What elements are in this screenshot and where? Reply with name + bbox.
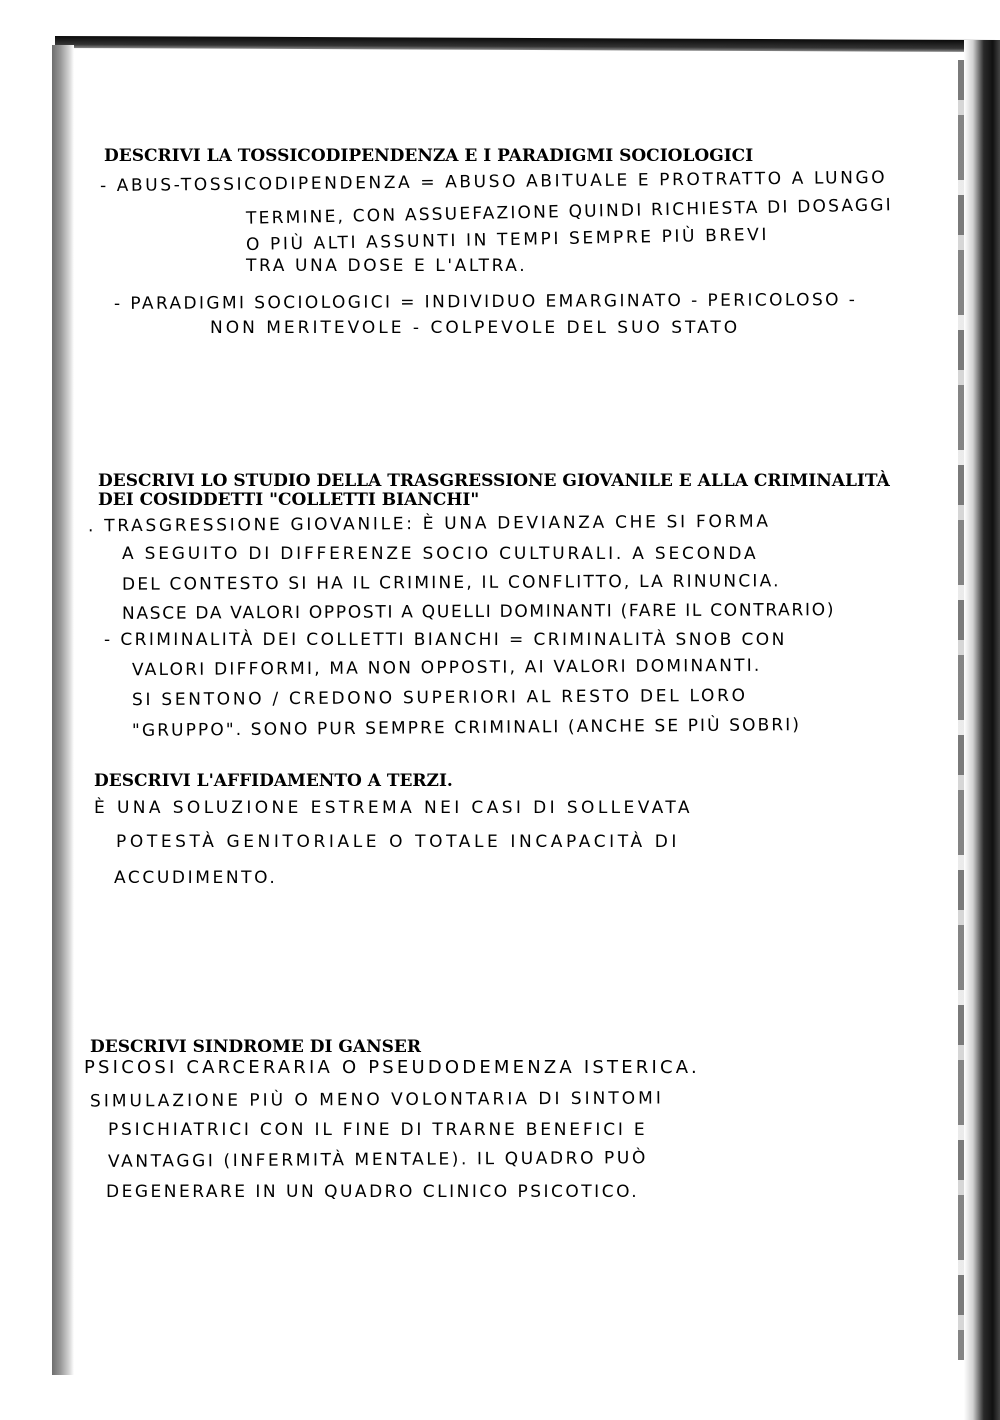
handwritten-line: NASCE DA VALORI OPPOSTI A QUELLI DOMINANTI (FARE IL CONTRARIO): [121, 600, 836, 624]
handwritten-line: NON MERITEVOLE - COLPEVOLE DEL SUO STATO: [210, 318, 741, 338]
handwritten-line: PSICOSI CARCERARIA O PSEUDODEMENZA ISTERICA.: [84, 1057, 700, 1078]
handwritten-line: PSICHIATRICI CON IL FINE DI TRARNE BENEFICI E: [108, 1120, 648, 1140]
handwritten-line: È UNA SOLUZIONE ESTREMA NEI CASI DI SOLLEVATA: [94, 798, 693, 818]
section-heading: DESCRIVI LA TOSSICODIPENDENZA E I PARADIGMI SOCIOLOGICI: [104, 146, 754, 166]
handwritten-line: . TRASGRESSIONE GIOVANILE: È UNA DEVIANZA CHE SI FORMA: [87, 511, 771, 537]
section-heading-line-2: DEI COSIDDETTI "COLLETTI BIANCHI": [98, 490, 480, 510]
handwritten-line: VALORI DIFFORMI, MA NON OPPOSTI, AI VALORI DOMINANTI.: [131, 655, 762, 681]
handwritten-line: - PARADIGMI SOCIOLOGICI = INDIVIDUO EMARGINATO - PERICOLOSO -: [113, 290, 858, 314]
handwritten-line: - ABUS-TOSSICODIPENDENZA = ABUSO ABITUALE E PROTRATTO A LUNGO: [99, 167, 888, 197]
handwritten-line: POTESTÀ GENITORIALE O TOTALE INCAPACITÀ DI: [116, 832, 680, 852]
document-page: [74, 50, 962, 1375]
handwritten-line: A SEGUITO DI DIFFERENZE SOCIO CULTURALI. A SECONDA: [122, 544, 759, 564]
handwritten-line: DEGENERARE IN UN QUADRO CLINICO PSICOTICO.: [106, 1182, 640, 1202]
handwritten-line: VANTAGGI (INFERMITÀ MENTALE). IL QUADRO PUÒ: [107, 1148, 648, 1172]
handwritten-line: ACCUDIMENTO.: [114, 868, 278, 888]
handwritten-line: TERMINE, CON ASSUEFAZIONE QUINDI RICHIESTA DI DOSAGGI: [245, 195, 894, 229]
handwritten-line: O PIÙ ALTI ASSUNTI IN TEMPI SEMPRE PIÙ BREVI: [245, 224, 770, 256]
scan-left-edge: [52, 45, 74, 1375]
scan-right-edge: [964, 40, 1000, 1420]
handwritten-line: SI SENTONO / CREDONO SUPERIORI AL RESTO DEL LORO: [131, 685, 748, 711]
section-heading: DESCRIVI SINDROME DI GANSER: [90, 1037, 422, 1057]
handwritten-line: TRA UNA DOSE E L'ALTRA.: [246, 256, 528, 276]
section-heading: DESCRIVI LO STUDIO DELLA TRASGRESSIONE GIOVANILE E ALLA CRIMINALITÀ: [98, 471, 890, 491]
handwritten-line: DEL CONTESTO SI HA IL CRIMINE, IL CONFLITTO, LA RINUNCIA.: [121, 571, 781, 595]
section-heading: DESCRIVI L'AFFIDAMENTO A TERZI.: [94, 771, 453, 791]
handwritten-line: SIMULAZIONE PIÙ O MENO VOLONTARIA DI SINTOMI: [89, 1088, 664, 1112]
handwritten-line: "GRUPPO". SONO PUR SEMPRE CRIMINALI (ANCHE SE PIÙ SOBRI): [131, 715, 802, 741]
handwritten-line: - CRIMINALITÀ DEI COLLETTI BIANCHI = CRIMINALITÀ SNOB CON: [104, 630, 787, 650]
